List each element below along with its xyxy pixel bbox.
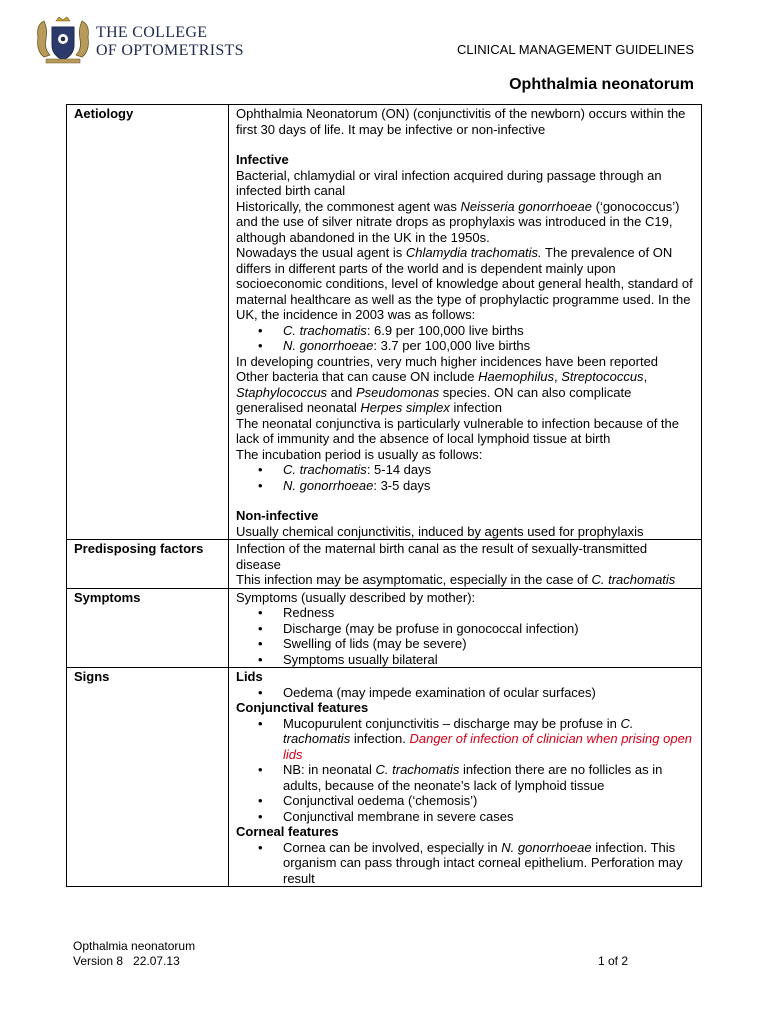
list-item: • Oedema (may impede examination of ocular surfaces) — [283, 685, 695, 701]
list-item: • C. trachomatis: 6.9 per 100,000 live births — [283, 323, 695, 339]
list-item: • Conjunctival oedema (‘chemosis’) — [283, 793, 695, 809]
list-item: • Discharge (may be profuse in gonococcal infection) — [283, 621, 695, 637]
aetiology-para: Other bacteria that can cause ON include Haemophilus, Streptococcus, Staphylococcus and Pseudomonas species. ON can also complicate generalised neonatal Herpes simplex infection — [236, 369, 648, 415]
clinician-warning: Danger of infection of clinician when prising open lids — [283, 731, 693, 762]
organization-name: THE COLLEGE OF OPTOMETRISTS — [96, 24, 244, 59]
list-item: • Cornea can be involved, especially in N. gonorrhoeae infection. This organism can pass through intact corneal epithelium. Perforation may result — [283, 840, 695, 887]
aetiology-para: The neonatal conjunctiva is particularly vulnerable to infection because of the lack of immunity and the absence of local lymphoid tissue at birth — [236, 415, 679, 446]
list-item: • Conjunctival membrane in severe cases — [283, 809, 695, 825]
list-item: • N. gonorrhoeae: 3-5 days — [283, 478, 695, 494]
incubation-list — [236, 462, 695, 493]
row-symptoms — [67, 588, 702, 668]
content-predisposing-factors: Infection of the maternal birth canal as the result of sexually-transmitted disease This infection may be asymptomatic, especially in the case of C. trachomatis — [229, 540, 702, 589]
list-item: • C. trachomatis: 5-14 days — [283, 462, 695, 478]
aetiology-para: Bacterial, chlamydial or viral infection acquired during passage through an infected birth canal — [236, 167, 662, 198]
heading-conjunctival-features: Conjunctival features — [236, 700, 369, 715]
row-signs — [67, 668, 702, 887]
label-aetiology: Aetiology — [67, 105, 229, 540]
aetiology-para: Nowadays the usual agent is Chlamydia trachomatis. The prevalence of ON differs in different parts of the world and is dependent mainly upon socioeconomic conditions, level of knowledge about general health, standard of maternal healthcare as well as the type of prophylactic programme used. In the UK, the incidence in 2003 was as follows: — [236, 245, 693, 322]
aetiology-intro: Ophthalmia Neonatorum (ON) (conjunctivitis of the newborn) occurs within the first 30 days of life. It may be infective or non-infective — [236, 106, 686, 137]
page-number: 1 of 2 — [598, 954, 629, 968]
aetiology-para: Historically, the commonest agent was Neisseria gonorrhoeae (‘gonococcus’) and the use of silver nitrate drops as prophylaxis was introduced in the C19, although abandoned in the UK in the 1950s. — [236, 198, 680, 245]
heading-lids: Lids — [236, 669, 263, 684]
content-aetiology — [229, 105, 702, 540]
content-symptoms: Symptoms (usually described by mother): • Redness • Discharge (may be profuse in gonococcal infection) • Swelling of lids (may be severe) • Symptoms usually bilateral — [229, 588, 702, 668]
label-signs: Signs — [67, 668, 229, 887]
aetiology-para: In developing countries, very much higher incidences have been reported — [236, 353, 659, 369]
label-predisposing-factors: Predisposing factors — [67, 540, 229, 589]
list-item: • Redness — [283, 605, 695, 621]
aetiology-para: Usually chemical conjunctivitis, induced by agents used for prophylaxis — [236, 523, 644, 539]
incidence-list — [236, 323, 695, 354]
list-item: • Mucopurulent conjunctivitis – discharge may be profuse in C. trachomatis infection. Danger of infection of clinician when prising open lids — [283, 716, 695, 763]
conjunctival-list — [236, 716, 695, 825]
document-title: Ophthalmia neonatorum — [509, 76, 694, 93]
heading-corneal-features: Corneal features — [236, 824, 339, 839]
footer — [73, 939, 195, 969]
symptoms-list — [236, 605, 695, 667]
lids-list — [236, 685, 695, 701]
footer-version: Version 8 22.07.13 — [73, 954, 180, 968]
heading-non-infective: Non-infective — [236, 508, 319, 523]
list-item: • N. gonorrhoeae: 3.7 per 100,000 live births — [283, 338, 695, 354]
footer-doc-name: Opthalmia neonatorum — [73, 939, 196, 953]
heading-infective: Infective — [236, 152, 289, 167]
corneal-list — [236, 840, 695, 887]
list-item: • Symptoms usually bilateral — [283, 652, 695, 668]
list-item: • Swelling of lids (may be severe) — [283, 636, 695, 652]
label-symptoms: Symptoms — [67, 588, 229, 668]
row-aetiology — [67, 105, 702, 540]
guideline-table — [66, 104, 702, 887]
guidelines-label: CLINICAL MANAGEMENT GUIDELINES — [457, 42, 694, 57]
aetiology-para: The incubation period is usually as follows: — [236, 446, 483, 462]
content-signs — [229, 668, 702, 887]
row-predisposing-factors — [67, 540, 702, 589]
college-crest-logo — [34, 15, 92, 65]
list-item: • NB: in neonatal C. trachomatis infection there are no follicles as in adults, because of the neonate’s lack of lymphoid tissue — [283, 762, 695, 793]
